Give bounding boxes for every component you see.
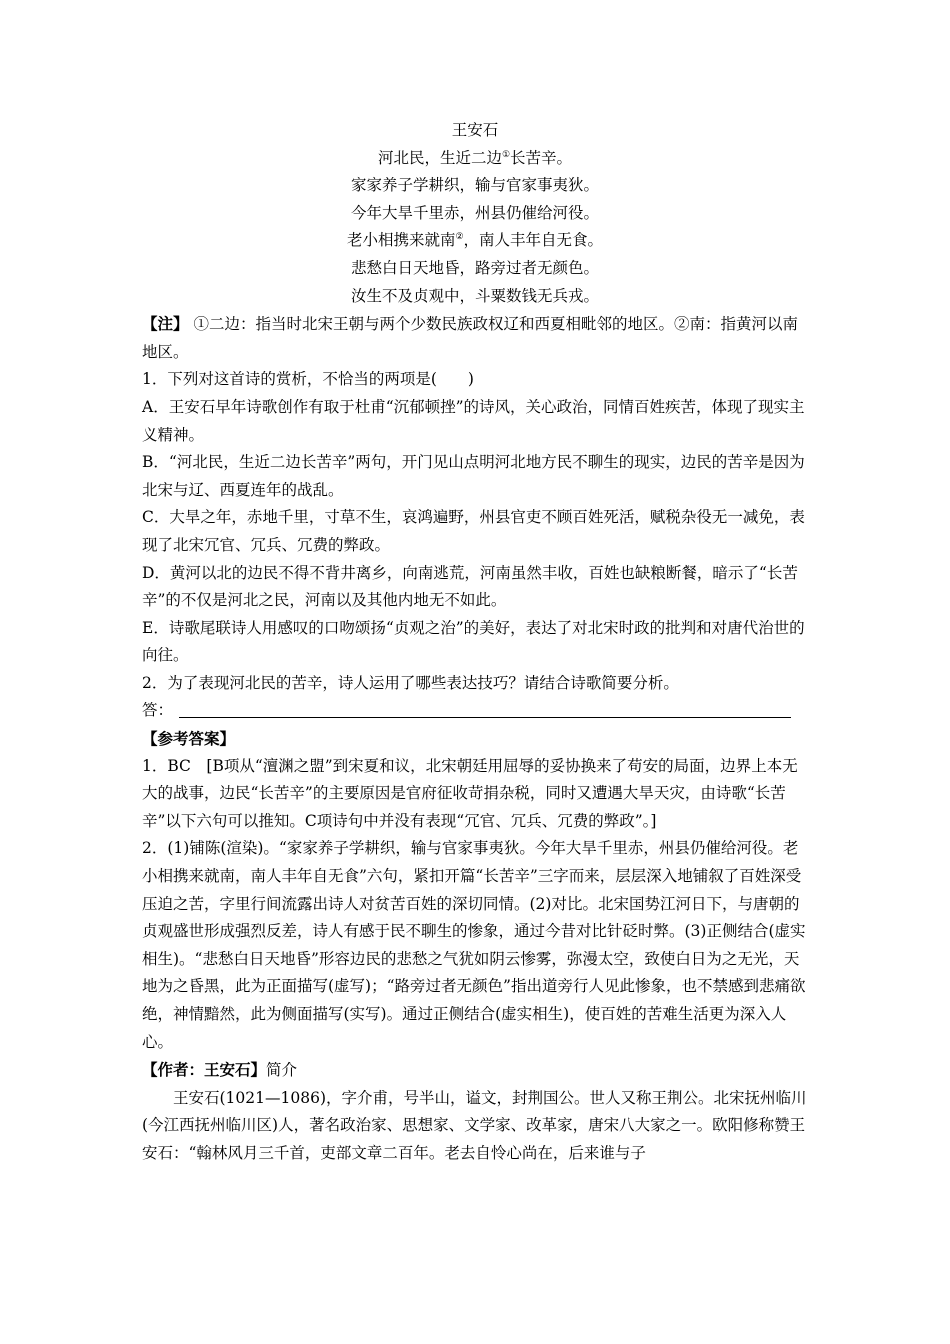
note-label: 【注】	[142, 314, 189, 334]
poem-line-3: 今年大旱千里赤，州县仍催给河役。	[350, 203, 599, 222]
option-d: D．黄河以北的边民不得不背井离乡，向南逃荒，河南虽然丰收，百姓也缺粮断餐，暗示了“长苦辛”的不仅是河北之民，河南以及其他内地无不如此。	[142, 563, 798, 610]
poem-author: 王安石	[451, 121, 499, 139]
author-intro-text: 王安石(1021—1086)，字介甫，号半山，谥文，封荆国公。世人又称王荆公。北宋抚州临川(今江西抚州临川区)人，著名政治家、思想家、文学家、改革家，唐宋八大家之一。欧阳修称赞王安石：“翰林风月三千首，吏部文章二百年。老去自怜心尚在，后来谁与子	[142, 1088, 807, 1162]
question-1-stem: 1．下列对这首诗的赏析，不恰当的两项是( )	[142, 370, 474, 389]
poem-line-1: 河北民，生近二边①长苦辛。	[377, 148, 573, 167]
reference-heading: 【参考答案】	[142, 729, 236, 749]
poem-line-4: 老小相携来就南②，南人丰年自无食。	[346, 231, 604, 250]
option-a: A．王安石早年诗歌创作有取于杜甫“沉郁顿挫”的诗风，关心政治，同情百姓疾苦，体现了现实主义精神。	[142, 397, 805, 444]
poem-line-2: 家家养子学耕织，输与官家事夷狄。	[350, 176, 599, 195]
answer-label: 答：	[142, 701, 174, 720]
footnote-marker-2: ②	[455, 232, 464, 243]
poem-line-5: 悲愁白日天地昏，路旁过者无颜色。	[350, 258, 599, 277]
question-2-stem: 2．为了表现河北民的苦辛，诗人运用了哪些表达技巧？请结合诗歌简要分析。	[142, 673, 679, 692]
poem-line-6: 汝生不及贞观中，斗粟数钱无兵戎。	[350, 286, 599, 305]
answer-blank-line[interactable]	[179, 697, 791, 718]
note-text: ①二边：指当时北宋王朝与两个少数民族政权辽和西夏相毗邻的地区。②南：指黄河以南地区。	[142, 315, 798, 361]
answer-row	[142, 697, 808, 725]
option-e: E．诗歌尾联诗人用感叹的口吻颂扬“贞观之治”的美好，表达了对北宋时政的批判和对唐代治世的向往。	[142, 618, 805, 665]
author-intro-heading: 【作者：王安石】简介	[142, 1060, 298, 1080]
footnote-marker-1: ①	[501, 149, 511, 160]
reference-answer-2: 2．(1)铺陈(渲染)。“家家养子学耕织，输与官家事夷狄。今年大旱千里赤，州县仍催给河役。老小相携来就南，南人丰年自无食”六句，紧扣开篇“长苦辛”三字而来，层层深入地铺叙了百姓深受压迫之苦，字里行间流露出诗人对贫苦百姓的深切同情。(2)对比。北宋国势江河日下，与唐朝的贞观盛世形成强烈反差，诗人有感于民不聊生的惨象，通过今昔对比针砭时弊。(3)正侧结合(虚实相生)。“悲愁白日天地昏”形容边民的悲愁之气犹如阴云惨雾，弥漫太空，致使白日为之无光，天地为之昏黑，此为正面描写(虚写)；“路旁过者无颜色”指出道旁行人见此惨象，也不禁感到悲痛欲绝，神情黯然，此为侧面描写(实写)。通过正侧结合(虚实相生)，使百姓的苦难生活更为深入人心。	[142, 839, 806, 1051]
poem-body	[142, 145, 808, 311]
reference-answer-1: 1．BC [B项从“澶渊之盟”到宋夏和议，北宋朝廷用屈辱的妥协换来了苟安的局面，边界上本无大的战事，边民“长苦辛”的主要原因是官府征收苛捐杂税，同时又遭遇大旱天灾，由诗歌“长苦辛”以下六句可以推知。C项诗句中并没有表现“冗官、冗兵、冗费的弊政”。]	[142, 756, 798, 830]
option-c: C．大旱之年，赤地千里，寸草不生，哀鸿遍野，州县官吏不顾百姓死活，赋税杂役无一减免，表现了北宋冗官、冗兵、冗费的弊政。	[142, 508, 805, 554]
poem-note	[142, 310, 808, 366]
option-b: B．“河北民，生近二边长苦辛”两句，开门见山点明河北地方民不聊生的现实，边民的苦辛是因为北宋与辽、西夏连年的战乱。	[142, 453, 805, 499]
